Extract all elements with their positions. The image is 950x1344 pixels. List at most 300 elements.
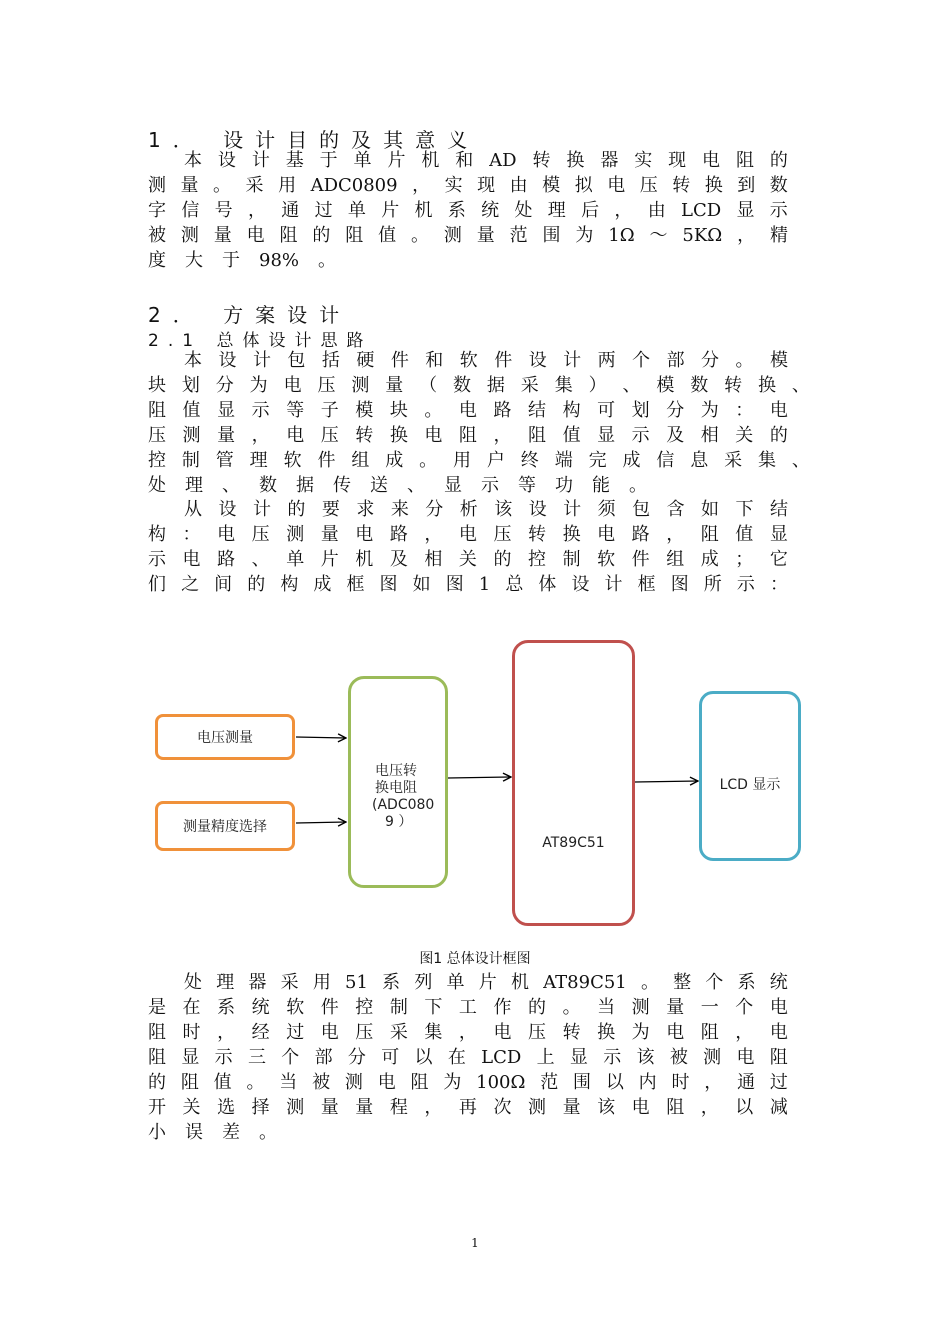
text-token: 信 (181, 200, 200, 221)
text-token: 值 (182, 400, 201, 421)
text-token: 示 (251, 400, 270, 421)
text-token: 现 (668, 150, 687, 171)
text-token: 阻 (148, 1047, 166, 1068)
text-token: 设 (528, 350, 547, 371)
text-token: 被 (669, 1047, 688, 1068)
text-token: 及 (666, 425, 685, 446)
text-token: 数 (259, 475, 277, 496)
text-token: 采 (280, 972, 299, 993)
text-token: 模 (656, 375, 675, 396)
text-line (148, 1120, 788, 1145)
text-token: 构 (148, 524, 166, 545)
text-token: ADC0809 (310, 175, 398, 196)
text-token: 分 (215, 375, 234, 396)
text-token: 电 (458, 524, 477, 545)
text-token: 量 (213, 225, 232, 246)
text-token: 显 (736, 200, 755, 221)
text-token: 结 (528, 400, 547, 421)
text-token: 电 (424, 425, 443, 446)
text-token: 到 (737, 175, 756, 196)
text-token: 集 (554, 375, 573, 396)
text-token: 设 (528, 499, 547, 520)
text-token: 件 (631, 549, 650, 570)
text-token: 转 (528, 524, 547, 545)
text-token: 们 (148, 574, 166, 595)
text-token: 如 (412, 574, 431, 595)
text-token: 大 (185, 250, 203, 271)
text-token: 量 (320, 524, 339, 545)
text-token: 择 (251, 1097, 270, 1118)
text-token: 软 (283, 450, 302, 471)
text-line (148, 198, 788, 223)
text-token: 路 (493, 400, 512, 421)
text-token: 以 (414, 1047, 433, 1068)
text-token: 传 (333, 475, 351, 496)
text-token: ， (737, 225, 756, 246)
text-token: 及 (389, 549, 408, 570)
text-token: 从 (184, 499, 202, 520)
text-token: 量 (320, 1097, 339, 1118)
text-token: 电 (769, 1022, 788, 1043)
text-token: 换 (566, 150, 585, 171)
text-token: 息 (690, 450, 709, 471)
text-token: 作 (493, 997, 512, 1018)
text-line (148, 522, 788, 547)
voltage-converter-box: 电压转 换电阻 (ADC080 9 ） (348, 676, 448, 888)
text-token: 构 (280, 574, 299, 595)
text-token: 示 (631, 425, 650, 446)
text-token: 电 (217, 524, 236, 545)
text-token: 数 (453, 375, 472, 396)
text-token: 成 (385, 450, 404, 471)
text-token: AT89C51 (543, 972, 627, 993)
text-token: 图 (445, 574, 464, 595)
text-token: 电 (597, 524, 616, 545)
text-token: 户 (486, 450, 505, 471)
text-token: 程 (389, 1097, 408, 1118)
text-token: 送 (370, 475, 388, 496)
arrow-mcu-to-lcd (635, 781, 698, 782)
text-token: 来 (390, 499, 409, 520)
text-token: 压 (528, 1022, 547, 1043)
section-2-heading: 2． 方案设计 (148, 303, 352, 327)
text-token: 压 (493, 524, 512, 545)
text-token: 测 (286, 1097, 305, 1118)
arrow-precision-to-converter (296, 822, 346, 823)
text-token: 包 (632, 499, 651, 520)
text-token: 阻 (528, 425, 547, 446)
text-token: 制 (389, 997, 408, 1018)
text-token: 控 (355, 997, 374, 1018)
text-token: 显 (769, 524, 788, 545)
text-token: 是 (148, 997, 166, 1018)
text-token: 测 (148, 175, 166, 196)
text-token: 电 (286, 425, 305, 446)
text-token: 以 (605, 1072, 624, 1093)
text-token: 开 (148, 1097, 166, 1118)
text-token: 阻 (180, 1072, 199, 1093)
text-token: 小 (148, 1122, 166, 1143)
text-token: 设 (571, 574, 590, 595)
text-token: 框 (346, 574, 365, 595)
text-token: 量 (562, 1097, 581, 1118)
text-token: 据 (486, 375, 505, 396)
text-token: 机 (510, 972, 529, 993)
text-token: 电 (182, 549, 201, 570)
text-token: 压 (355, 1022, 374, 1043)
text-line (148, 248, 788, 273)
text-token: 100Ω (476, 1072, 526, 1093)
text-token: 机 (414, 200, 433, 221)
text-token: 测 (344, 1072, 363, 1093)
text-token: 分 (347, 1047, 366, 1068)
text-token: 端 (554, 450, 573, 471)
text-token: ， (614, 200, 633, 221)
text-token: 拟 (574, 175, 593, 196)
text-token: 压 (320, 425, 339, 446)
text-token: 换 (597, 1022, 616, 1043)
text-token: 为 (700, 400, 719, 421)
section-1-heading: 1． 设计目的及其意义 (148, 128, 480, 152)
text-token: 单 (347, 200, 366, 221)
text-token: 测 (351, 375, 370, 396)
text-token: 电 (493, 1022, 512, 1043)
text-token: 转 (532, 150, 551, 171)
text-token: 关 (735, 425, 754, 446)
text-token: 阻 (148, 1022, 166, 1043)
text-token: 设 (218, 350, 237, 371)
mcu-box: AT89C51 (512, 640, 635, 926)
text-line (148, 473, 788, 498)
text-token: 体 (538, 574, 557, 595)
text-token: 。 (259, 1122, 277, 1143)
text-token: 单 (446, 972, 465, 993)
text-token: 理 (216, 972, 235, 993)
text-token: 1 (478, 574, 491, 595)
text-token: 块 (148, 375, 166, 396)
text-token: 5KΩ (682, 225, 723, 246)
text-token: 计 (604, 574, 623, 595)
text-token: 控 (148, 450, 166, 471)
lcd-display-box: LCD 显示 (699, 691, 801, 861)
text-token: 硬 (356, 350, 375, 371)
text-token: 划 (631, 400, 650, 421)
text-token: 范 (509, 225, 528, 246)
text-token: 件 (494, 350, 513, 371)
text-token: 下 (424, 997, 443, 1018)
text-token: 显 (444, 475, 462, 496)
text-token: 阻 (279, 225, 298, 246)
text-token: 量 (355, 1097, 374, 1118)
text-token: 软 (597, 549, 616, 570)
text-token: 处 (184, 972, 202, 993)
text-token: 和 (455, 150, 474, 171)
text-token: 。 (318, 250, 337, 271)
text-token: 的 (148, 1072, 166, 1093)
text-token: 阻 (148, 400, 166, 421)
text-token: 的 (312, 225, 331, 246)
text-token: 阻 (700, 1022, 719, 1043)
text-token: 。 (213, 175, 232, 196)
text-token: 以 (735, 1097, 754, 1118)
text-token: 等 (518, 475, 536, 496)
text-token: 通 (281, 200, 300, 221)
text-token: 。 (735, 350, 754, 371)
text-token: 。 (629, 475, 647, 496)
text-token: 示 (769, 200, 788, 221)
text-token: 据 (296, 475, 314, 496)
text-token: 件 (317, 450, 336, 471)
text-token: 分 (425, 499, 444, 520)
page-number: 1 (471, 1236, 479, 1250)
text-token: 阻 (410, 1072, 429, 1093)
text-token: 换 (562, 524, 581, 545)
text-token: 功 (555, 475, 573, 496)
text-token: 由 (647, 200, 666, 221)
text-token: 个 (705, 972, 724, 993)
text-token: 于 (222, 250, 240, 271)
text-token: 压 (148, 425, 166, 446)
text-token: 括 (321, 350, 340, 371)
text-token: 电 (631, 1097, 650, 1118)
text-token: 换 (389, 425, 408, 446)
text-token: 用 (312, 972, 331, 993)
text-token: 差 (222, 1122, 240, 1143)
text-token: 为 (249, 375, 268, 396)
text-token: 列 (414, 972, 433, 993)
text-token: 模 (769, 350, 788, 371)
text-token: 的 (247, 574, 266, 595)
text-token: 阻 (735, 150, 754, 171)
text-token: 实 (634, 150, 653, 171)
text-line (148, 398, 788, 423)
text-token: 在 (447, 1047, 466, 1068)
text-token: 换 (704, 175, 723, 196)
text-token: ， (424, 1097, 443, 1118)
text-token: ： (735, 400, 754, 421)
text-token: 、 (791, 375, 810, 396)
text-token: 电 (246, 225, 265, 246)
text-token: ， (704, 1072, 723, 1093)
text-token: 、 (222, 475, 240, 496)
text-token: 数 (690, 375, 709, 396)
text-token: 值 (378, 225, 397, 246)
text-token: 的 (769, 150, 788, 171)
text-token: ， (217, 1022, 236, 1043)
text-token: 成 (313, 574, 332, 595)
text-token: 过 (314, 200, 333, 221)
text-token: 设 (217, 150, 236, 171)
text-token: ， (700, 1097, 719, 1118)
text-token: 电 (769, 997, 788, 1018)
text-token: 值 (562, 425, 581, 446)
text-token: 围 (573, 1072, 592, 1093)
text-token: 本 (184, 150, 202, 171)
text-token: 系 (737, 972, 756, 993)
text-token: 路 (631, 524, 650, 545)
arrow-converter-to-mcu (448, 777, 511, 778)
text-token: 求 (356, 499, 375, 520)
text-token: 阻 (769, 1047, 788, 1068)
text-token: 被 (148, 225, 166, 246)
text-token: 的 (287, 499, 306, 520)
text-token: 。 (640, 972, 659, 993)
text-token: 内 (638, 1072, 657, 1093)
text-token: 计 (563, 350, 582, 371)
text-token: LCD (481, 1047, 522, 1068)
text-token: 电 (702, 150, 721, 171)
text-token: 示 (148, 549, 166, 570)
text-token: 一 (700, 997, 719, 1018)
text-token: 理 (249, 450, 268, 471)
text-token: 电 (283, 375, 302, 396)
text-token: 统 (481, 200, 500, 221)
text-token: ， (493, 425, 512, 446)
text-token: ； (735, 549, 754, 570)
text-token: 测 (631, 997, 650, 1018)
text-token: 。 (419, 450, 438, 471)
text-token: 用 (453, 450, 472, 471)
text-token: 整 (673, 972, 692, 993)
text-token: 过 (769, 1072, 788, 1093)
text-token: 单 (353, 150, 372, 171)
text-token: 电 (736, 1047, 755, 1068)
text-token: ， (458, 1022, 477, 1043)
text-token: 结 (769, 499, 788, 520)
text-token: 、 (251, 549, 270, 570)
text-token: 如 (701, 499, 720, 520)
text-line (148, 547, 788, 572)
text-token: 片 (387, 150, 406, 171)
text-token: 系 (382, 972, 401, 993)
text-token: 。 (246, 1072, 265, 1093)
text-token: 采 (724, 450, 743, 471)
text-token: 处 (514, 200, 533, 221)
text-token: 计 (252, 350, 271, 371)
text-token: 个 (281, 1047, 300, 1068)
text-token: 测 (286, 524, 305, 545)
text-token: 组 (666, 549, 685, 570)
text-token: 间 (214, 574, 233, 595)
text-token: 电 (666, 1022, 685, 1043)
text-token: 显 (597, 425, 616, 446)
text-token: 阻 (666, 1097, 685, 1118)
text-token: ， (247, 200, 266, 221)
text-token: 理 (547, 200, 566, 221)
text-token: 测 (180, 225, 199, 246)
text-line (148, 572, 788, 597)
text-token: 示 (481, 475, 499, 496)
text-token: 等 (286, 400, 305, 421)
text-token: 路 (217, 549, 236, 570)
text-token: 的 (493, 549, 512, 570)
text-token: 号 (214, 200, 233, 221)
text-token: 阻 (345, 225, 364, 246)
text-token: 。 (424, 400, 443, 421)
text-token: 件 (320, 997, 339, 1018)
text-token: 工 (458, 997, 477, 1018)
text-token: 模 (355, 400, 374, 421)
text-token: 显 (181, 1047, 200, 1068)
text-token: 在 (182, 997, 201, 1018)
text-token: 器 (248, 972, 267, 993)
text-token: 量 (385, 375, 404, 396)
text-line (148, 223, 788, 248)
text-token: 的 (769, 425, 788, 446)
text-token: 计 (252, 499, 271, 520)
text-token: 选 (217, 1097, 236, 1118)
text-token: 系 (217, 997, 236, 1018)
text-token: 的 (528, 997, 547, 1018)
text-token: 成 (622, 450, 641, 471)
text-token: 下 (735, 499, 754, 520)
text-token: 换 (758, 375, 777, 396)
section-2-1-heading: 2.1 总体设计思路 (148, 331, 373, 351)
text-line (184, 497, 788, 522)
figure-caption: 图1 总体设计框图 (419, 951, 531, 967)
text-token: 压 (251, 524, 270, 545)
text-token: 电 (355, 524, 374, 545)
text-token: 设 (218, 499, 237, 520)
text-token: 被 (312, 1072, 331, 1093)
text-token: 单 (286, 549, 305, 570)
text-token: 构 (562, 400, 581, 421)
text-token: 显 (217, 400, 236, 421)
text-token: 须 (597, 499, 616, 520)
text-token: 统 (251, 997, 270, 1018)
text-token: 压 (639, 175, 658, 196)
text-token: 误 (185, 1122, 203, 1143)
text-token: 块 (389, 400, 408, 421)
text-token: 所 (703, 574, 722, 595)
text-token: 子 (320, 400, 339, 421)
text-token: 精 (769, 225, 788, 246)
text-line (148, 373, 810, 398)
text-token: 时 (671, 1072, 690, 1093)
text-token: 51 (345, 972, 368, 993)
text-token: 量 (180, 175, 199, 196)
text-token: 机 (421, 150, 440, 171)
text-token: 显 (569, 1047, 588, 1068)
text-token: 测 (182, 425, 201, 446)
text-token: 量 (217, 425, 236, 446)
text-token: 路 (389, 524, 408, 545)
text-token: 转 (724, 375, 743, 396)
text-token: 可 (381, 1047, 400, 1068)
text-token: 。 (411, 225, 429, 246)
text-token: 示 (736, 574, 755, 595)
text-token: 转 (562, 1022, 581, 1043)
text-token: 部 (666, 350, 685, 371)
text-token: 之 (181, 574, 200, 595)
text-token: 片 (381, 200, 400, 221)
text-token: 析 (459, 499, 478, 520)
block-diagram (140, 630, 820, 940)
text-token: ） (588, 375, 607, 396)
text-token: 处 (148, 475, 166, 496)
text-token: 完 (588, 450, 607, 471)
text-token: 电 (320, 1022, 339, 1043)
text-token: 1Ω (608, 225, 635, 246)
text-token: 、 (791, 450, 810, 471)
text-token: 经 (251, 1022, 270, 1043)
text-token: 实 (444, 175, 463, 196)
text-token: 两 (597, 350, 616, 371)
text-token: 阻 (458, 425, 477, 446)
text-token: 字 (148, 200, 166, 221)
text-token: 转 (672, 175, 691, 196)
text-token: 于 (319, 150, 338, 171)
